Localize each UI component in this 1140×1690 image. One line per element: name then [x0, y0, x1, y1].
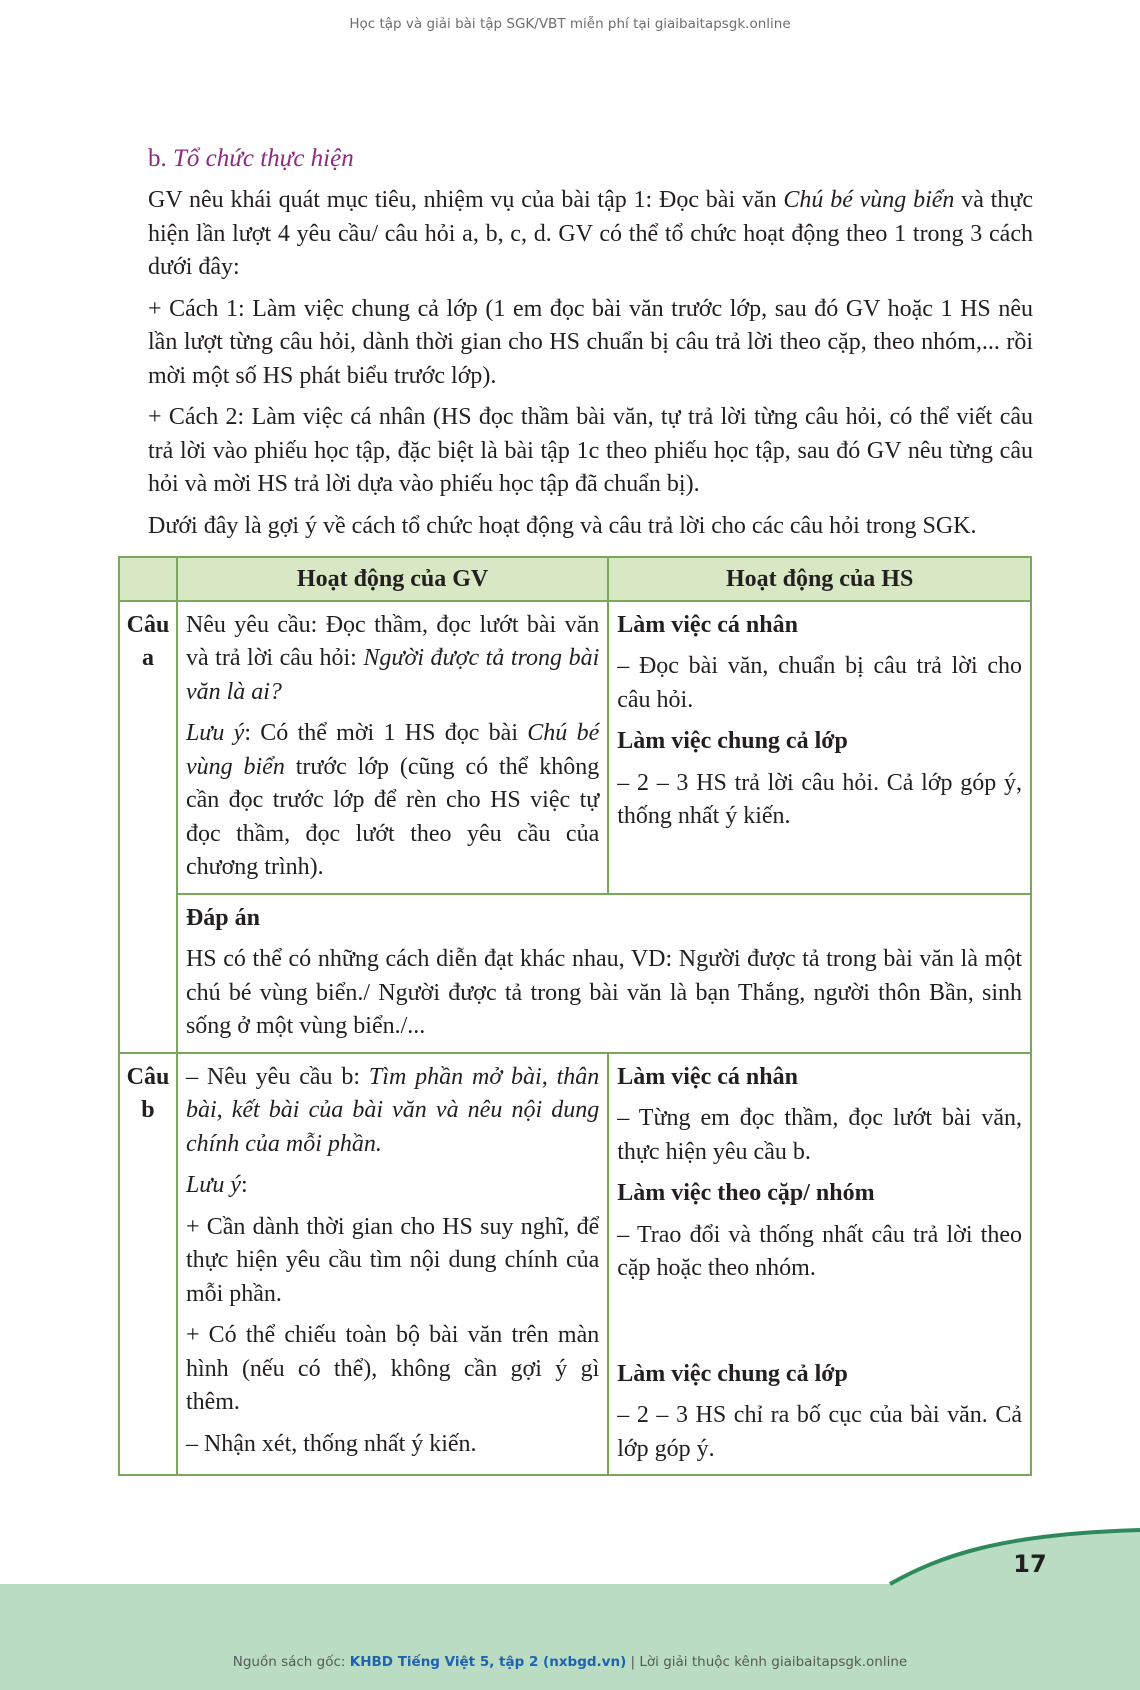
bottom-banner: [0, 1654, 1140, 1670]
row-b-gv-note-colon: :: [241, 1172, 248, 1198]
row-b-gv-p5: – Nhận xét, thống nhất ý kiến.: [185, 1430, 477, 1457]
row-a-hs-p2: – 2 – 3 HS trả lời câu hỏi. Cả lớp góp ý, thống nhất ý kiến.: [617, 769, 1022, 829]
activity-table: [118, 556, 1032, 1476]
intro-p1-story-title: Chú bé vùng biển: [783, 187, 955, 213]
row-b-gv-p1-text: – Nêu yêu cầu b:: [185, 1063, 369, 1090]
row-a-hs-heading-2: Làm việc chung cả lớp: [617, 728, 848, 754]
row-b-gv-p4: + Có thể chiếu toàn bộ bài văn trên màn hình (nếu có thể), không cần gợi ý gì thêm.: [185, 1322, 600, 1415]
intro-paragraph-3: + Cách 2: Làm việc cá nhân (HS đọc thầm bài văn, tự trả lời từng câu hỏi, có thể viết câu trả lời vào phiếu học tập, đặc biệt là bài tập 1c theo phiếu học tập, sau đó GV nêu từng câu hỏi và mời HS trả lời dựa vào phiếu học tập đã chuẩn bị).: [148, 404, 1033, 497]
row-label-a-letter: a: [141, 645, 154, 671]
row-label-a: [119, 601, 177, 1053]
table-row-b: [119, 1053, 1031, 1476]
top-banner: Học tập và giải bài tập SGK/VBT miễn phí tại giaibaitapsgk.online: [349, 16, 791, 32]
row-a-gv-p2-text-a: : Có thể mời 1 HS đọc bài: [244, 720, 528, 746]
row-b-hs-cell: [608, 1053, 1031, 1476]
row-a-gv-p1-text: Nêu yêu cầu: Đọc thầm, đọc lướt bài văn và trả lời câu hỏi:: [185, 611, 600, 671]
row-b-gv-p3: + Cần dành thời gian cho HS suy nghĩ, để thực hiện yêu cầu tìm nội dung chính của mỗi phần.: [185, 1213, 600, 1307]
row-label-a-word: Câu: [126, 611, 170, 638]
row-b-hs-p2: – Trao đổi và thống nhất câu trả lời theo cặp hoặc theo nhóm.: [617, 1221, 1022, 1281]
table-header-hs: Hoạt động của HS: [608, 557, 1031, 601]
row-b-gv-p2: [186, 1169, 599, 1203]
footer-band: [0, 1584, 1140, 1690]
row-b-gv-p1-question: Tìm phần mở bài, thân bài, kết bài của bài văn và nêu nội dung chính của mỗi phần.: [185, 1063, 600, 1157]
row-b-gv-note-label: Lưu ý: [185, 1172, 242, 1198]
row-b-hs-heading-1: Làm việc cá nhân: [617, 1063, 798, 1090]
section-title: Tổ chức thực hiện: [173, 145, 354, 172]
row-label-b: [119, 1053, 177, 1476]
intro-paragraph-1: [148, 184, 1033, 285]
table-row-a-answer: [119, 894, 1031, 1053]
row-a-hs-cell: [608, 601, 1031, 894]
row-b-gv-cell: [177, 1053, 608, 1476]
footer-suffix: | Lời giải thuộc kênh giaibaitapsgk.online: [626, 1654, 908, 1670]
row-label-b-letter: b: [141, 1097, 155, 1123]
row-label-b-word: Câu: [126, 1063, 170, 1090]
section-heading: [148, 142, 1033, 176]
row-a-answer-heading: Đáp án: [185, 904, 260, 931]
row-a-answer-cell: [177, 894, 1031, 1053]
table-header-row: [119, 557, 1031, 601]
table-row-a: [119, 601, 1031, 894]
row-a-gv-cell: [177, 601, 608, 894]
footer-source-link[interactable]: KHBD Tiếng Việt 5, tập 2 (nxbgd.vn): [349, 1654, 627, 1670]
row-b-hs-heading-2: Làm việc theo cặp/ nhóm: [617, 1180, 875, 1206]
row-a-hs-p1: – Đọc bài văn, chuẩn bị câu trả lời cho câu hỏi.: [617, 653, 1022, 713]
table-header-blank: [119, 557, 177, 601]
row-b-gv-p1: [186, 1061, 599, 1162]
row-a-gv-p2-story-title: Chú bé vùng biển: [185, 720, 600, 780]
intro-p1-text-a: GV nêu khái quát mục tiêu, nhiệm vụ của bài tập 1: Đọc bài văn: [148, 187, 784, 213]
row-a-gv-note-label: Lưu ý: [185, 720, 245, 746]
row-b-hs-p1: – Từng em đọc thầm, đọc lướt bài văn, thực hiện yêu cầu b.: [617, 1105, 1022, 1165]
page-number: 17: [1013, 1550, 1047, 1578]
row-a-answer-text: HS có thể có những cách diễn đạt khác nhau, VD: Người được tả trong bài văn là một chú bé vùng biển./ Người được tả trong bài văn là bạn Thắng, người thôn Bần, sinh sống ở một vùng biển./...: [185, 946, 1022, 1039]
intro-paragraph-4: Dưới đây là gợi ý về cách tổ chức hoạt động và câu trả lời cho các câu hỏi trong SGK.: [148, 512, 977, 539]
intro-paragraph-2: + Cách 1: Làm việc chung cả lớp (1 em đọc bài văn trước lớp, sau đó GV hoặc 1 HS nêu lần lượt từng câu hỏi, dành thời gian cho HS chuẩn bị câu trả lời theo cặp, theo nhóm,... rồi mời một số HS phát biểu trước lớp).: [148, 295, 1033, 389]
section-prefix: b.: [148, 145, 173, 172]
row-b-hs-p3: – 2 – 3 HS chỉ ra bố cục của bài văn. Cả lớp góp ý.: [617, 1402, 1022, 1462]
row-b-hs-heading-3: Làm việc chung cả lớp: [617, 1360, 848, 1387]
row-a-hs-heading-1: Làm việc cá nhân: [617, 611, 798, 638]
table-header-gv: Hoạt động của GV: [177, 557, 608, 601]
row-a-gv-p2-text-b: trước lớp (cũng có thể không cần đọc trước lớp để rèn cho HS việc tự đọc thầm, đọc lướt theo yêu cầu của chương trình).: [185, 753, 600, 880]
row-a-gv-p1: [186, 609, 599, 710]
row-a-gv-p2: [186, 717, 599, 885]
footer-prefix: Nguồn sách gốc:: [232, 1654, 350, 1670]
intro-section: [148, 142, 1033, 543]
intro-p1-text-b: và thực hiện lần lượt 4 yêu cầu/ câu hỏi a, b, c, d. GV có thể tổ chức hoạt động theo 1 trong 3 cách dưới đây:: [148, 187, 1034, 280]
row-a-gv-p1-question: Người được tả trong bài văn là ai?: [185, 645, 600, 705]
